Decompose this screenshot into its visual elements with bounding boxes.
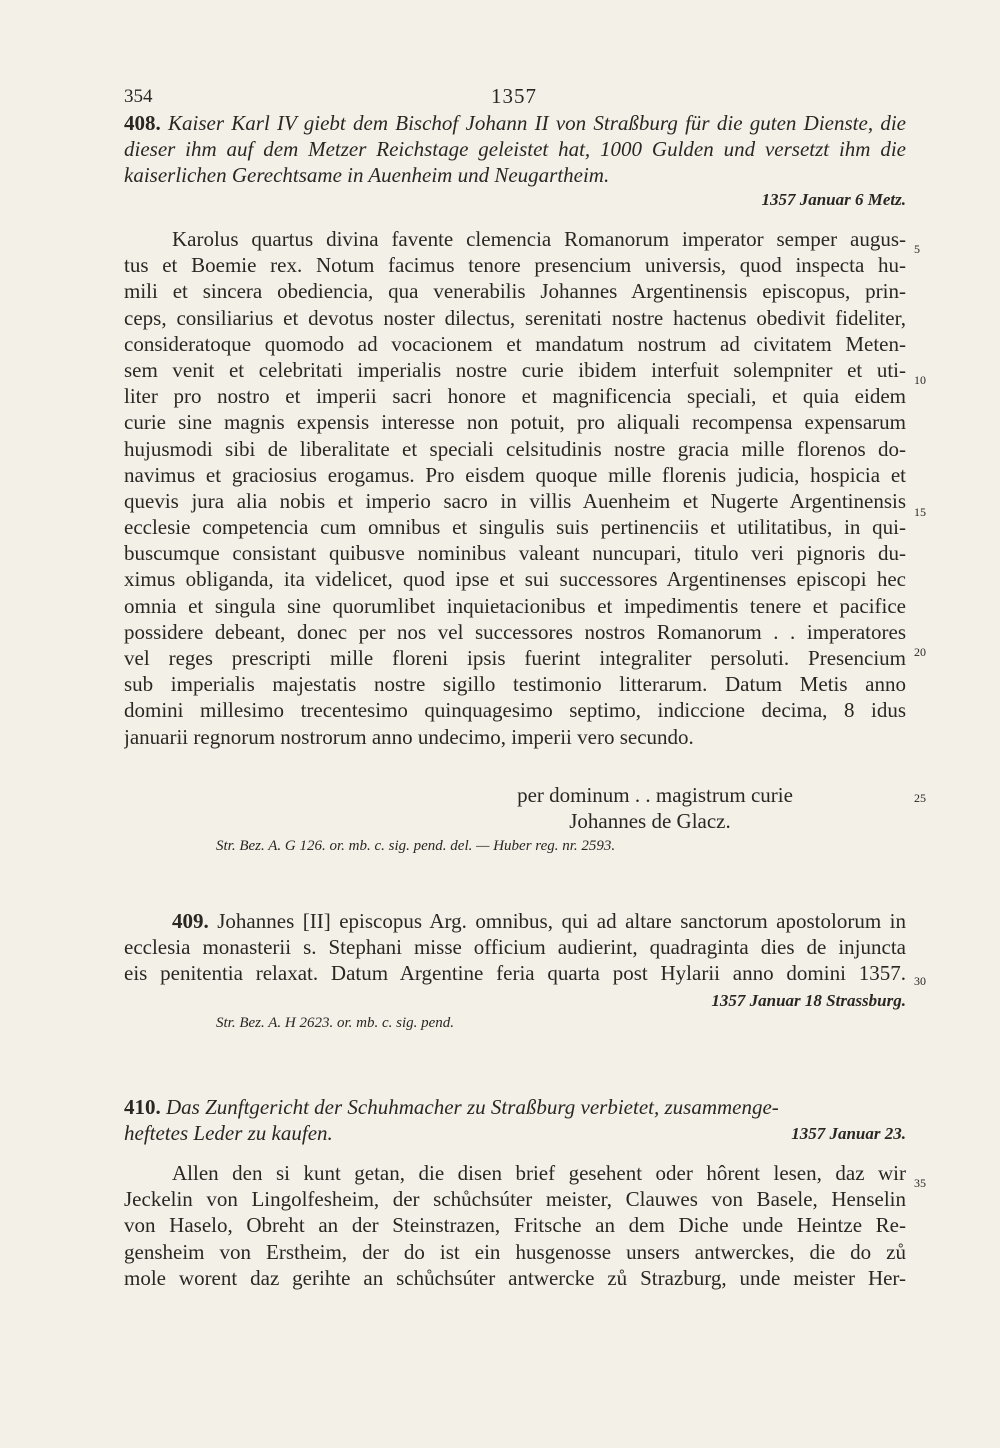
dateline-409: 1357 Januar 18 Strassburg.: [711, 990, 906, 1010]
text-line: sem venit et celebritati imperialis nostre curie ibidem interfuit solempniter et uti-: [124, 357, 906, 382]
text-line: liter pro nostro et imperii sacri honore et magnificencia speciali, et quia eidem: [124, 384, 906, 409]
text-line: eis penitentia relaxat. Datum Argentine feria quarta post Hylarii anno domini 1357.: [124, 961, 906, 986]
text-line: Karolus quartus divina favente clemencia Romanorum imperator semper augus-: [172, 227, 906, 251]
margin-line-number: 30: [914, 974, 926, 988]
rubric-410: [124, 1094, 906, 1120]
margin-line-number: 5: [914, 242, 920, 256]
document-410: [124, 1094, 906, 1146]
text-line: januarii regnorum nostrorum anno undecimo, imperii vero secundo.: [124, 724, 694, 749]
text-line: ecclesia monasterii s. Stephani misse officium audierint, quadraginta dies de injuncta: [124, 935, 906, 960]
signature-line: per dominum . . magistrum curie: [517, 783, 793, 807]
document-408: [124, 110, 906, 210]
archival-source: Str. Bez. A. H 2623. or. mb. c. sig. pend.: [216, 1014, 455, 1031]
running-year: 1357: [491, 84, 537, 108]
margin-line-number: 15: [914, 505, 926, 519]
text-line: curie sine magnis expensis interesse non potuit, pro aliquali recompensa expensarum: [124, 410, 906, 435]
text-line: ecclesie competencia cum omnibus et singulis suis pertinenciis et utilitatibus, in qui-: [124, 515, 906, 540]
text-410: [124, 1160, 906, 1291]
text-line: navimus et graciosius erogamus. Pro eisdem quoque mille florenis judicia, hospicia et: [124, 462, 906, 487]
document-number: 410.: [124, 1095, 161, 1119]
text-line: sub imperialis majestatis nostre sigillo testimonio litterarum. Datum Metis anno: [124, 672, 906, 697]
dateline-410: 1357 Januar 23.: [791, 1124, 906, 1143]
text-line: consideratoque quomodo ad vocacionem et mandatum nostrum ad civitatem Meten-: [124, 331, 906, 356]
text-line: domini millesimo trecentesimo quinquagesimo septimo, indiccione decima, 8 idus: [124, 698, 906, 723]
text-line: tus et Boemie rex. Notum facimus tenore presencium universis, quod inspecta hu-: [124, 253, 906, 278]
rubric-text: Das Zunftgericht der Schuhmacher zu Straßburg verbietet, zusammenge-: [166, 1095, 779, 1119]
margin-line-number: 20: [914, 645, 926, 659]
margin-line-number: 35: [914, 1176, 926, 1190]
document-number: 409.: [172, 909, 209, 933]
text-line: hujusmodi sibi de liberalitate et speciali celsitudinis nostre gracia mille florenos do-: [124, 436, 906, 461]
text-line: vel reges prescripti mille floreni ipsis fuerint integraliter persoluti. Presencium: [124, 646, 906, 670]
text-line: gensheim von Erstheim, der do ist ein husgenosse unsers antwerckes, die do zů: [124, 1239, 906, 1264]
text-line: mole worent daz gerihte an schůchsúter antwercke zů Strazburg, unde meister Her-: [124, 1265, 906, 1290]
archival-source: Str. Bez. A. G 126. or. mb. c. sig. pend. del. — Huber reg. nr. 2593.: [216, 838, 616, 854]
rubric-408: [124, 110, 906, 188]
document-number: 408.: [124, 111, 161, 135]
text-line: quevis jura alia nobis et imperio sacro in villis Auenheim et Nugerte Argentinensis: [124, 488, 906, 513]
text-line: ximus obliganda, ita videlicet, quod ipse et sui successores Argentinenses episcopi hec: [124, 567, 906, 592]
text-line: von Haselo, Obreht an der Steinstrazen, Fritsche an dem Diche unde Heintze Re-: [124, 1213, 906, 1238]
text-line: buscumque consistant quibusve nominibus valeant nuncupari, titulo veri pignoris du-: [124, 541, 906, 566]
margin-line-number: 10: [914, 373, 926, 387]
rubric-continuation: [124, 1120, 906, 1146]
text-408: [124, 226, 906, 750]
margin-line-number: 25: [914, 791, 926, 805]
text-line: omnia et singula sine quorumlibet inquietacionibus et impedimentis tenere et pacifice: [124, 593, 906, 618]
source-408: [124, 838, 906, 855]
signature-408: [124, 782, 906, 834]
text-line: [124, 908, 906, 934]
dateline-408: 1357 Januar 6 Metz.: [761, 190, 906, 209]
text-line: possidere debeant, donec per nos vel successores nostros Romanorum . . imperatores: [124, 619, 906, 644]
text-line-content: Johannes [II] episcopus Arg. omnibus, qui ad altare sanctorum apostolorum in: [217, 909, 906, 933]
rubric-text: heftetes Leder zu kaufen.: [124, 1121, 333, 1145]
text-line: mili et sincera obediencia, qua venerabilis Johannes Argentinensis episcopus, prin-: [124, 279, 906, 304]
text-line: Allen den si kunt getan, die disen brief gesehent oder hôrent lesen, daz wir: [172, 1161, 906, 1185]
document-409: [124, 908, 906, 1032]
rubric-text: Kaiser Karl IV giebt dem Bischof Johann II von Straßburg für die guten Dienste, die dieser ihm auf dem Metzer Reichstage geleistet hat, 1000 Gulden und versetzt ihm die kaiserlichen Gerechtsame in Auenheim und Neugartheim.: [124, 111, 907, 187]
text-line: ceps, consiliarius et devotus noster dilectus, serenitati nostre hactenus obedivit fideliter,: [124, 305, 906, 330]
text-line: Jeckelin von Lingolfesheim, der schůchsúter meister, Clauwes von Basele, Henselin: [124, 1187, 906, 1212]
page-number: 354: [124, 86, 153, 107]
signature-name: Johannes de Glacz.: [569, 809, 731, 833]
